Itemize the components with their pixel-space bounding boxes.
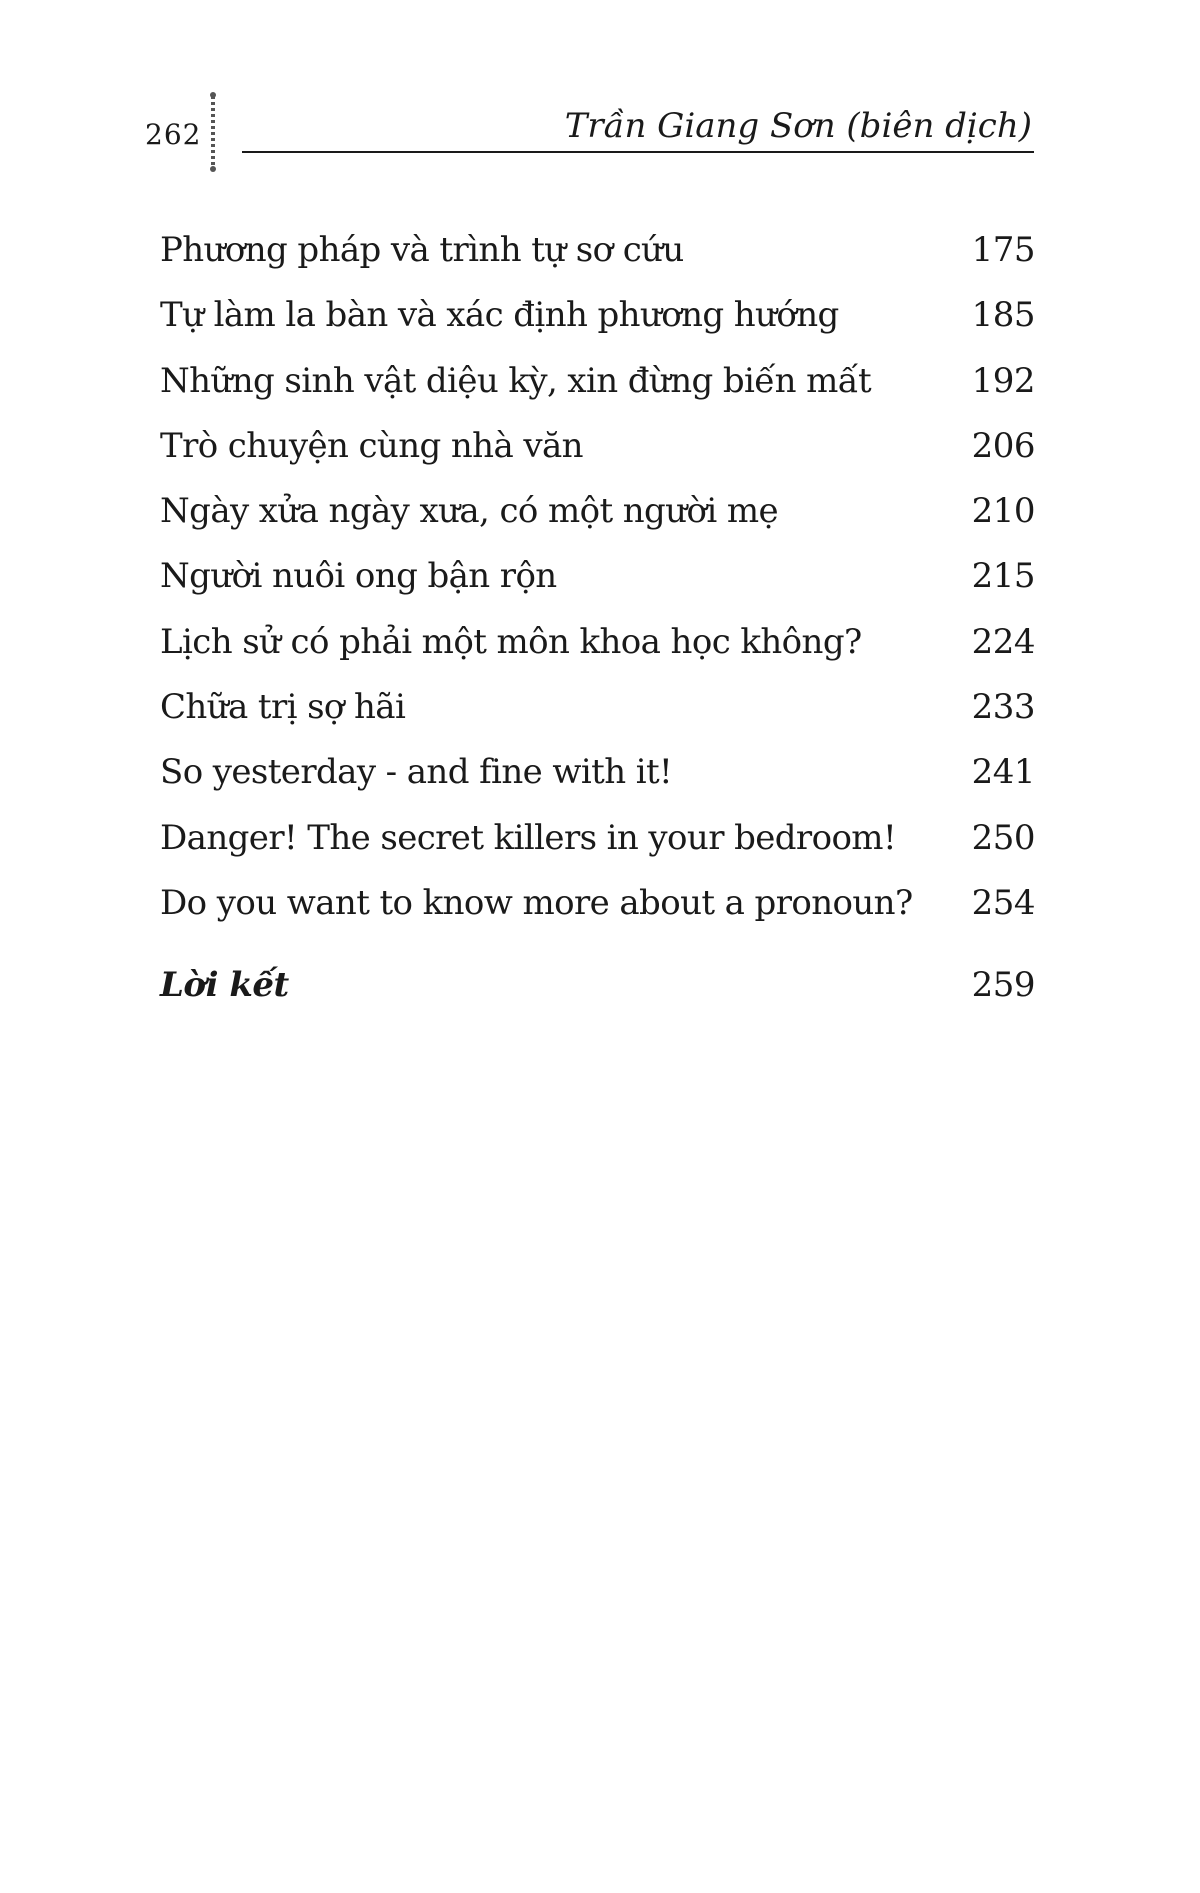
toc-entry-page: 175: [971, 230, 1035, 270]
toc-closing-page: 259: [971, 965, 1035, 1006]
toc-entry-page: 250: [971, 817, 1035, 858]
toc-entry: [160, 218, 1035, 283]
toc-entry-title: Những sinh vật diệu kỳ, xin đừng biến mất: [160, 360, 872, 401]
toc-entry: [160, 349, 1035, 414]
toc-entry: [160, 414, 1035, 479]
header-divider-ornament: [211, 96, 215, 168]
page-number: 262: [145, 118, 202, 151]
toc-closing-title: Lời kết: [160, 965, 289, 1006]
toc-entry-page: 210: [971, 491, 1035, 532]
toc-entry-title: Chữa trị sợ hãi: [160, 687, 406, 728]
toc-entry-title: Tự làm la bàn và xác định phương hướng: [160, 295, 839, 336]
toc-entry: [160, 871, 1035, 936]
toc-entry: [160, 610, 1035, 675]
toc-closing-entry: [160, 953, 1035, 1018]
running-head: Trần Giang Sơn (biên dịch): [564, 106, 1032, 146]
toc-entry-title: Người nuôi ong bận rộn: [160, 556, 557, 597]
toc-entry-title: Phương pháp và trình tự sơ cứu: [160, 230, 684, 270]
toc-entry-page: 192: [971, 360, 1035, 401]
toc-entry-page: 215: [971, 556, 1035, 597]
toc-entry: [160, 479, 1035, 544]
toc-entry-title: Lịch sử có phải một môn khoa học không?: [160, 621, 862, 662]
toc-entry: [160, 544, 1035, 609]
toc-entry-page: 206: [971, 425, 1035, 466]
toc-entry-page: 224: [971, 621, 1035, 662]
toc-entry-page: 185: [971, 295, 1035, 336]
toc-entry-page: 254: [971, 882, 1035, 923]
toc-entry-title: Trò chuyện cùng nhà văn: [160, 425, 583, 466]
toc-entry-title: Ngày xửa ngày xưa, có một người mẹ: [160, 491, 779, 532]
table-of-contents: [160, 218, 1035, 1018]
header-rule: [242, 151, 1034, 153]
toc-entry: [160, 806, 1035, 871]
toc-entry: [160, 675, 1035, 740]
toc-entry-page: 233: [971, 687, 1035, 728]
toc-entry-title: Danger! The secret killers in your bedroom!: [160, 817, 897, 858]
toc-entry-title: So yesterday - and fine with it!: [160, 752, 673, 793]
toc-entry: [160, 283, 1035, 348]
toc-entry: [160, 740, 1035, 805]
toc-entry-page: 241: [971, 752, 1035, 793]
toc-entry-title: Do you want to know more about a pronoun?: [160, 882, 913, 923]
